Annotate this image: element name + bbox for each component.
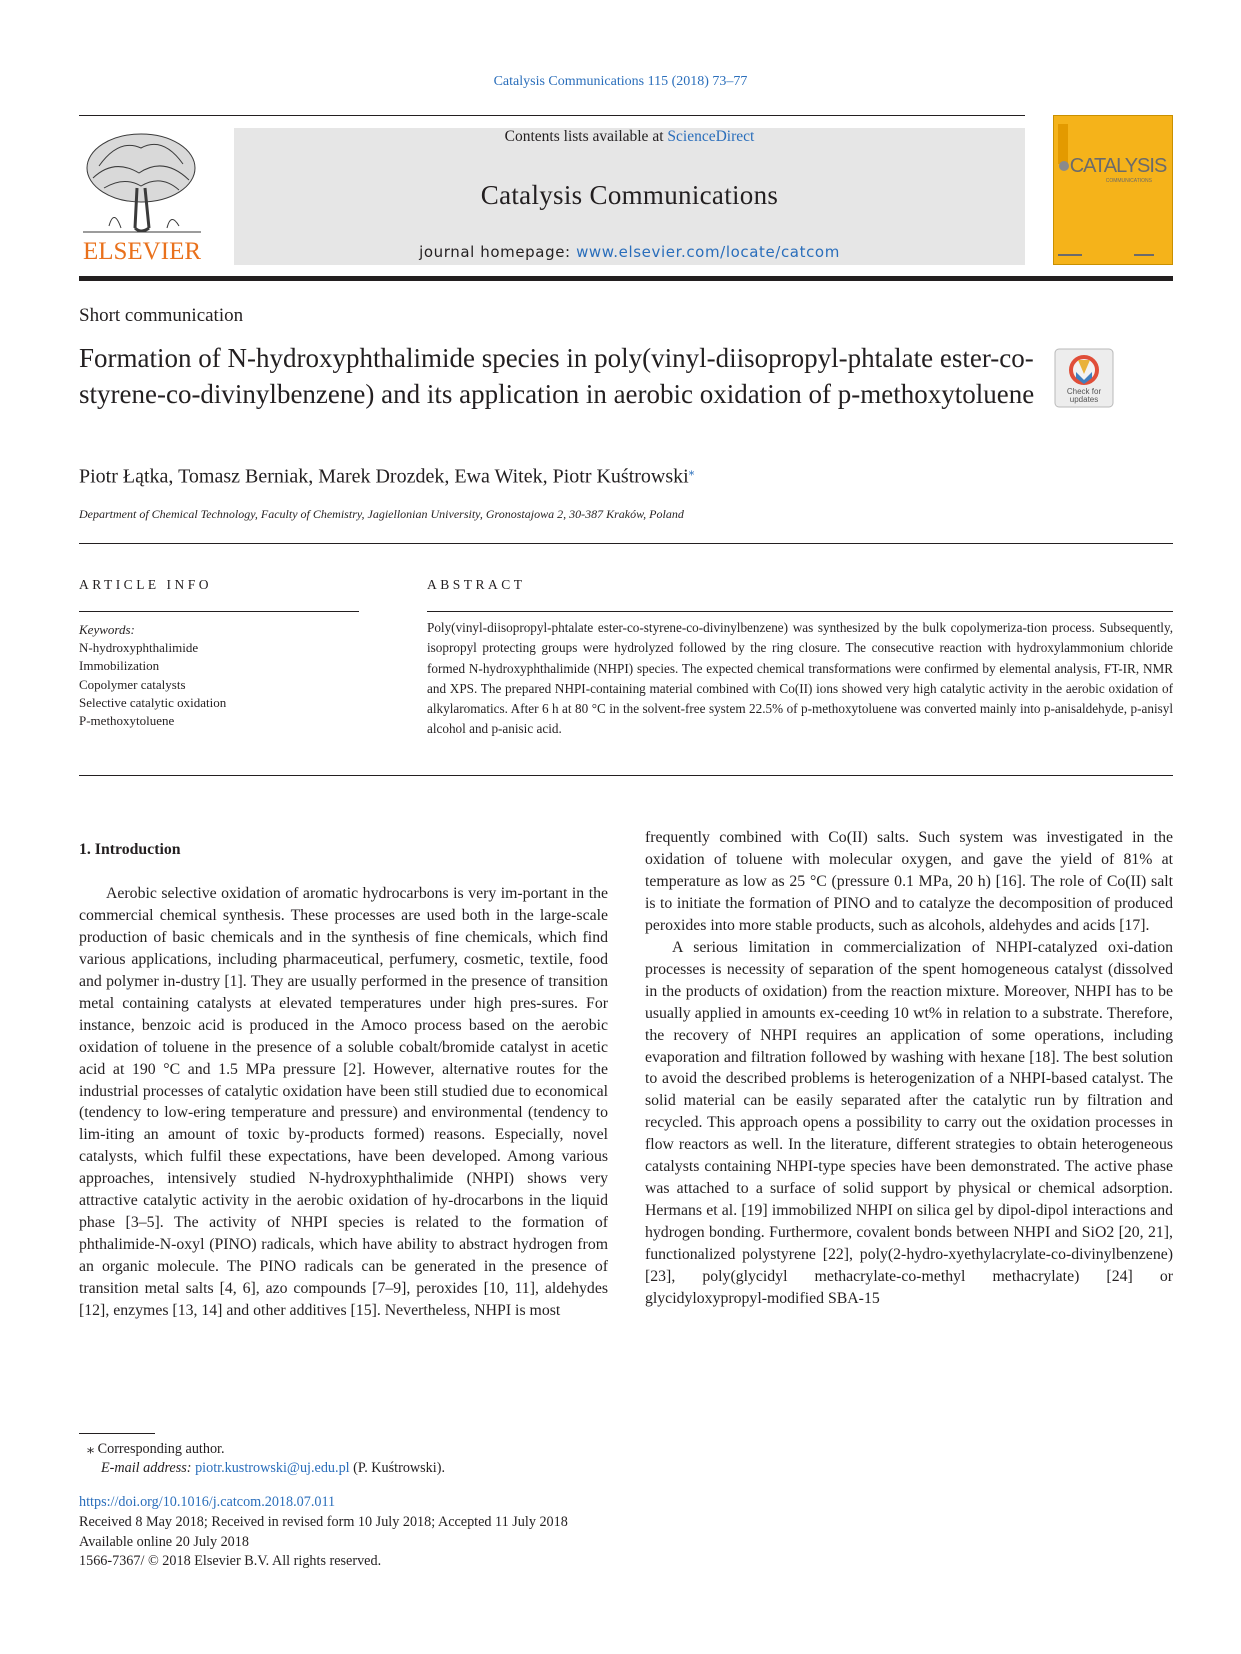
divider <box>427 611 1173 612</box>
publication-info <box>79 1493 568 1572</box>
check-badge-label: Check for updates <box>1066 388 1102 404</box>
copyright: 1566-7367/ © 2018 Elsevier B.V. All rights reserved. <box>79 1553 382 1570</box>
footnote-rule <box>79 1433 155 1434</box>
section-heading-introduction: 1. Introduction <box>79 841 181 858</box>
journal-reference[interactable]: Catalysis Communications 115 (2018) 73–77 <box>493 74 748 89</box>
article-info-heading: ARTICLE INFO <box>79 577 213 592</box>
body-paragraph: frequently combined with Co(II) salts. Such system was investigated in the oxidation of toluene with molecular oxygen, and gave the yield of 81% at temperature as low as 25 °C (pressure 0.1 MPa, 20 h) [16]. The role of Co(II) salt is to initiate the formation of PINO and to catalyze the decomposition of produced peroxides into more stable products, such as alcohols, aldehydes and acids [17]. <box>645 829 1173 934</box>
cover-art <box>1054 116 1172 264</box>
article-type: Short communication <box>79 305 244 326</box>
keyword: N-hydroxyphthalimide <box>79 640 199 656</box>
homepage-prefix: journal homepage: <box>419 243 577 261</box>
sciencedirect-link[interactable]: ScienceDirect <box>667 128 755 145</box>
cover-title: CATALYSIS <box>1069 155 1167 177</box>
body-column-right <box>645 827 1173 1310</box>
doi-link[interactable]: https://doi.org/10.1016/j.catcom.2018.07.011 <box>79 1494 336 1510</box>
keywords-list <box>79 621 226 730</box>
abstract-text: Poly(vinyl-diisopropyl-phtalate ester-co-styrene-co-divinylbenzene) was synthesized by the bulk copolymeriza-tion process. Subsequently, isopropyl protecting groups were hydrolyzed followed by the ring closure. The consecutive reaction with hydroxylammonium chloride formed N-hydroxyphthalimide (NHPI) species. The expected chemical transformations were confirmed by elemental analysis, FT-IR, NMR and XPS. The prepared NHPI-containing material combined with Co(II) ions showed very high catalytic activity in the aerobic oxidation of alkylaromatics. After 6 h at 80 °C in the solvent-free system 22.5% of p-methoxytoluene was converted mainly into p-anisaldehyde, p-anisyl alcohol and p-anisic acid. <box>427 620 1173 737</box>
keyword: Immobilization <box>79 658 160 674</box>
contents-prefix: Contents lists available at <box>504 128 668 145</box>
header-thick-rule <box>79 276 1173 281</box>
divider <box>79 611 359 612</box>
journal-cover-thumbnail[interactable] <box>1053 115 1173 265</box>
received-dates: Received 8 May 2018; Received in revised form 10 July 2018; Accepted 11 July 2018 <box>79 1513 568 1530</box>
authors-line <box>79 465 694 489</box>
contents-line <box>234 128 1025 146</box>
body-column-left <box>79 839 608 1322</box>
keyword: Selective catalytic oxidation <box>79 694 227 710</box>
article-title: Formation of N-hydroxyphthalimide species in poly(vinyl-diisopropyl-phtalate ester-co-styrene-co-divinylbenzene) and its application in aerobic oxidation of p-methoxytoluene <box>79 343 1035 409</box>
affiliation: Department of Chemical Technology, Faculty of Chemistry, Jagiellonian University, Gronostajowa 2, 30-387 Kraków, Poland <box>79 507 684 521</box>
footnotes <box>79 1440 445 1478</box>
elsevier-tree-icon <box>79 128 205 266</box>
abstract-heading: ABSTRACT <box>427 577 526 592</box>
cover-subtitle: COMMUNICATIONS <box>1105 178 1152 184</box>
body-paragraph: Aerobic selective oxidation of aromatic hydrocarbons is very im-portant in the commercial chemical synthesis. These processes are used both in the large-scale production of basic chemicals and in the synthesis of fine chemicals, which find various applications, including pharmaceutical, perfumery, cosmetic, textile, food and polymer in-dustry [1]. They are usually performed in the presence of transition metal containing catalysts at elevated temperatures under high pres-sures. For instance, benzoic acid is produced in the Amoco process based on the aerobic oxidation of toluene in the presence of a soluble cobalt/bromide catalyst in acetic acid at 190 °C and 1.5 MPa pressure [2]. However, alternative routes for the industrial processes of catalytic oxidation have been still studied due to economical (tendency to low-ering temperature and pressure) and environmental (tendency to lim-iting an amount of toxic by-products formed) reasons. Especially, novel catalysts, which fulfil these expectations, have been developed. Among various approaches, intensively studied N-hydroxyphthalimide (NHPI) shows very attractive catalytic activity in the aerobic oxidation of hy-drocarbons in the liquid phase [3–5]. The activity of NHPI species is related to the formation of phthalimide-N-oxyl (PINO) radicals, which have ability to abstract hydrogen from an organic molecule. The PINO radicals can be generated in the presence of transition metal salts [4, 6], azo compounds [7–9], peroxides [10, 11], aldehydes [12], enzymes [13, 14] and other additives [15]. Nevertheless, NHPI is most <box>79 884 608 1320</box>
header-top-rule <box>79 115 1025 116</box>
keywords-label: Keywords: <box>79 622 135 637</box>
keyword: P-methoxytoluene <box>79 713 175 729</box>
body-paragraph: A serious limitation in commercialization of NHPI-catalyzed oxi-dation processes is necessity of separation of the spent homogeneous catalyst (dissolved in the products of oxidation) from the reaction mixture. Moreover, NHPI has to be usually applied in amounts ex-ceeding 10 wt% in relation to a substrate. Therefore, the recovery of NHPI requires an application of some operations, including evaporation and filtration followed by washing with hexane [18]. The best solution to avoid the described problems is heterogenization of a NHPI-based catalyst. The solid material can be easily separated after the catalytic run by filtration and recycled. This approach opens a possibility to carry out the oxidation processes in flow reactors as well. In the literature, different strategies to obtain heterogeneous catalysts containing NHPI-type species have been demonstrated. The active phase was attached to a surface of solid support by physical or chemical adsorption. Hermans et al. [19] immobilized NHPI on silica gel by dipol-dipol interactions and hydrogen bonding. Furthermore, covalent bonds between NHPI and SiO2 [20, 21], functionalized polystyrene [22], poly(2-hydro-xyethylacrylate-co-divinylbenzene) [23], poly(glycidyl methacrylate-co-methyl methacrylate) [24] or glycidyloxypropyl-modified SBA-15 <box>645 938 1173 1308</box>
email-link[interactable]: piotr.kustrowski@uj.edu.pl <box>195 1460 350 1476</box>
email-label: E-mail address: <box>101 1460 196 1476</box>
corresponding-author-note: ⁎ Corresponding author. <box>87 1441 225 1457</box>
authors: Piotr Łątka, Tomasz Berniak, Marek Drozdek, Ewa Witek, Piotr Kuśtrowski <box>79 465 689 488</box>
check-for-updates-icon <box>1054 348 1114 408</box>
elsevier-logo <box>79 128 205 266</box>
email-line <box>79 1459 445 1478</box>
email-suffix: (P. Kuśtrowski). <box>349 1460 445 1476</box>
check-for-updates-button[interactable] <box>1054 348 1114 408</box>
elsevier-logo-text: ELSEVIER <box>82 238 202 265</box>
corresponding-author-mark[interactable]: ⁎ <box>688 466 695 478</box>
keyword: Copolymer catalysts <box>79 676 186 692</box>
homepage-line <box>234 243 1025 261</box>
divider <box>79 775 1173 776</box>
available-online: Available online 20 July 2018 <box>79 1533 249 1550</box>
divider <box>79 543 1173 544</box>
journal-name: Catalysis Communications <box>480 180 779 210</box>
homepage-link[interactable]: www.elsevier.com/locate/catcom <box>576 243 840 261</box>
